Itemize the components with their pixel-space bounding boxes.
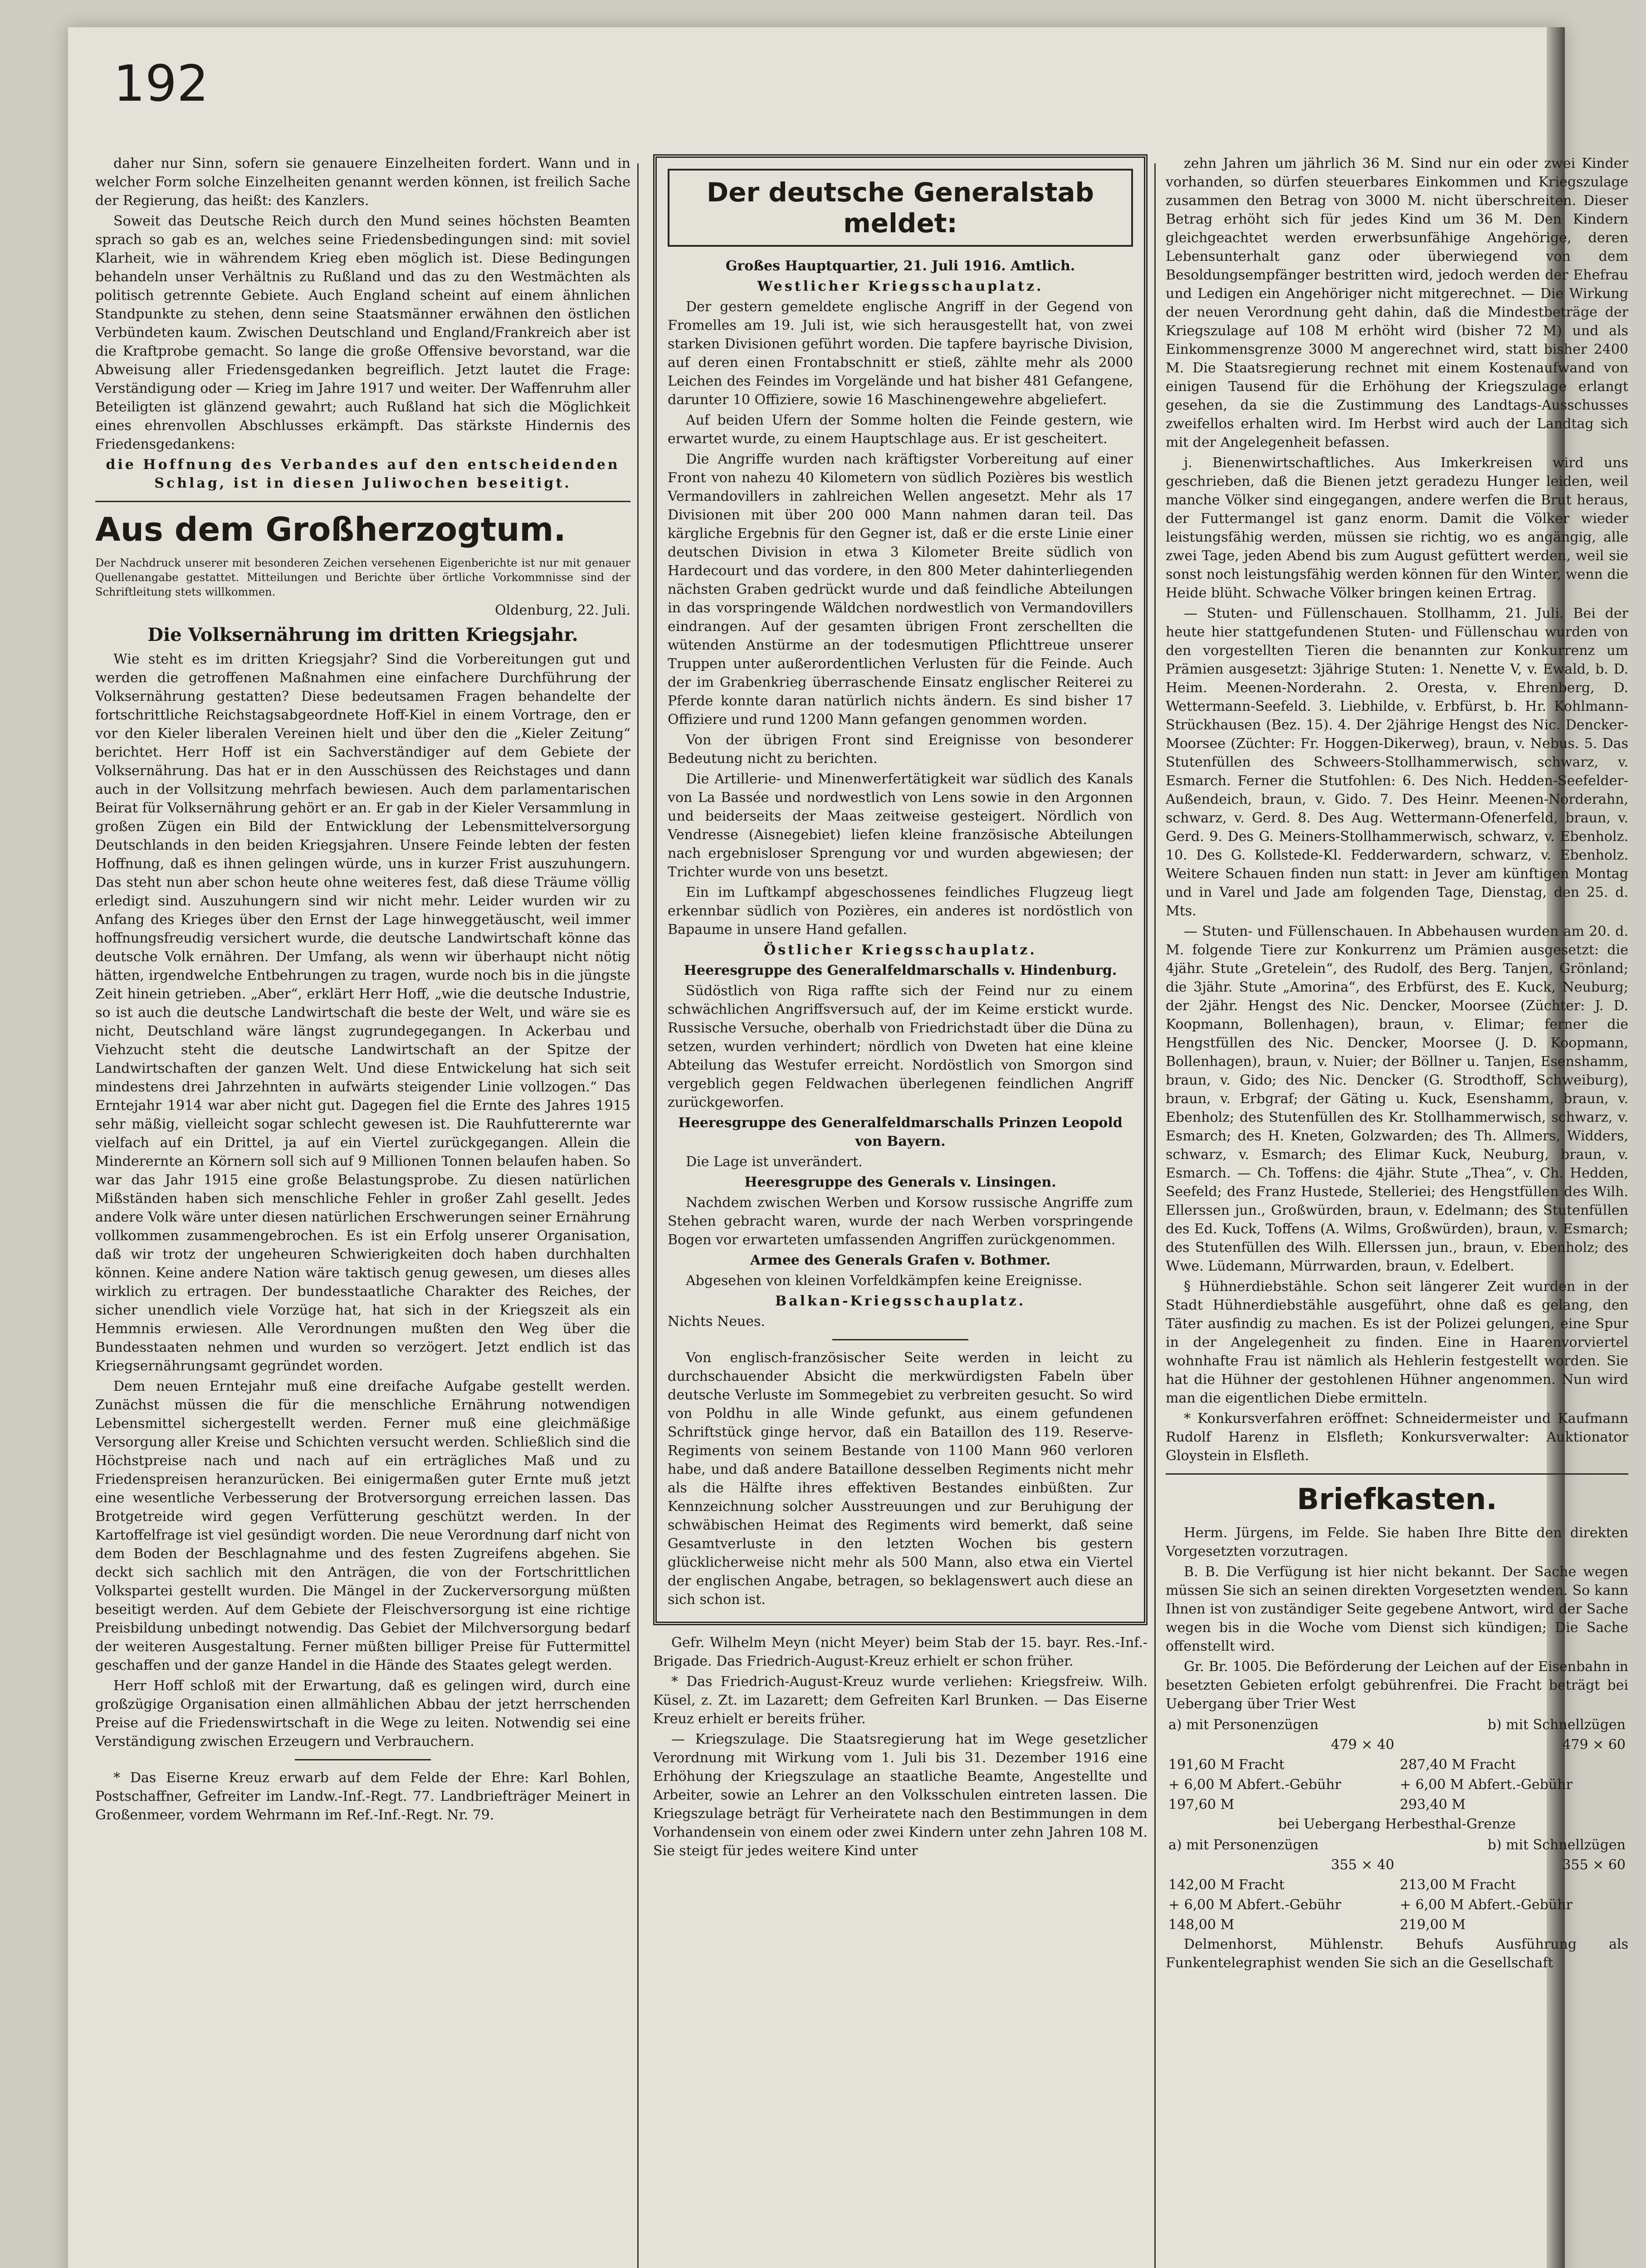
briefkasten-item: B. B. Die Verfügung ist hier nicht bekannt. Der Sache wegen müssen Sie sich an seinen direkten Vorgesetzten wenden. So kann Ihnen ist von zuständiger Seite gegebene Antwort, wird der Sache wegen bis in die Woche vom Dienst sich kündigen; Die Sache offenstellt wird. <box>1166 1564 1628 1654</box>
news-paragraph: j. Bienenwirtschaftliches. Aus Imkerkreisen wird uns geschrieben, daß die Bienen jetzt geradezu Hunger leiden, weil manche Völker sind eingegangen, andere werfen die Brut heraus, der Futtermangel ist ganz enorm. Damit die Völker wieder leistungsfähig werden, müssen sie richtig, wo es angängig, alle zwei Tage, jeden Abend bis zum August gefüttert werden, weil sie sonst noch leistungsfähig werden können für den Winter, wenn die Heide blüht. Schwache Völker bringen keinen Ertrag. <box>1166 455 1628 601</box>
table-cell: 287,40 M Fracht <box>1400 1757 1516 1773</box>
report-paragraph: Die Angriffe wurden nach kräftigster Vorbereitung auf einer Front von nahezu 40 Kilometern von südlich Pozières bis westlich Vermandovillers in zahlreichen Wellen angesetzt. Mehr als 17 Divisionen mit über 200 000 Mann nahmen daran teil. Das kärgliche Ergebnis für den Gegner ist, daß er die erste Linie einer deutschen Division in etwa 3 Kilometer Breite südlich von Hardecourt und das vordere, in den 800 Meter dahinterliegenden nächsten Graben gedrückt wurde und daß feindliche Abteilungen in das vorspringende Wäldchen nordwestlich von Vermandovillers eindrangen. Auf der gesamten übrigen Front zerschellten die wütenden Anstürme an der todesmutigen Pflichttreue unserer Truppen unter außerordentlichen Verlusten für die Feinde. Auch der im Grabenkrieg überraschende Einsatz englischer Reiterei zu Pferde konnte daran natürlich nichts ändern. Es sind bisher 17 Offiziere und rund 1200 Mann gefangen genommen worden. <box>668 451 1133 728</box>
war-report-title: Der deutsche Generalstab meldet: <box>668 169 1133 247</box>
intro-conclusion: die Hoffnung des Verbandes auf den entscheidenden Schlag, ist in diesen Juliwochen beseitigt. <box>106 457 620 491</box>
report-paragraph: Von der übrigen Front sind Ereignisse von besonderer Bedeutung nicht zu berichten. <box>668 732 1133 767</box>
news-paragraph: Gefr. Wilhelm Meyn (nicht Meyer) beim Stab der 15. bayr. Res.-Inf.-Brigade. Das Friedrich-August-Kreuz erhielt er schon früher. <box>653 1635 1148 1669</box>
war-report-box <box>653 154 1148 1625</box>
report-paragraph: Die Lage ist unverändert. <box>686 1154 863 1170</box>
freight-table-trier <box>1166 1715 1628 1815</box>
balkan-front-title: Balkan-Kriegsschauplatz. <box>775 1293 1026 1309</box>
table-sum: 197,60 M <box>1168 1797 1235 1813</box>
section-heading: Aus dem Großherzogtum. <box>95 510 566 548</box>
section-divider <box>95 501 630 502</box>
table-cell: 479 × 60 <box>1562 1737 1626 1753</box>
army-group-title: Heeresgruppe des Generalfeldmarschalls Prinzen Leopold von Bayern. <box>678 1115 1123 1149</box>
report-paragraph: Der gestern gemeldete englische Angriff in der Gegend von Fromelles am 19. Juli ist, wie sich herausgestellt hat, von zwei starken Divisionen geführt worden. Die tapfere bayrische Division, auf deren einen Frontabschnitt er stieß, zählte mehr als 2000 Leichen des Feindes im Vorgelände und hat bisher 481 Gefangene, darunter 10 Offiziere, sowie 16 Maschinengewehre abgeliefert. <box>668 299 1133 408</box>
article-paragraph: Herr Hoff schloß mit der Erwartung, daß es gelingen wird, durch eine großzügige Organisation einen allmählichen Abbau der jetzt herrschenden Preise auf die Friedenswirtschaft in die Wege zu leiten. Notwendig sei eine Verständigung zwischen Erzeugern und Verbrauchern. <box>95 1678 630 1750</box>
report-paragraph: Südöstlich von Riga raffte sich der Feind nur zu einem schwächlichen Angriffsversuch auf, der im Keime erstickt wurde. Russische Versuche, oberhalb von Friedrichstadt über die Düna zu setzen, wurden verhindert; nördlich von Dweten hat eine kleine Abteilung das Westufer erreicht. Nordöstlich von Smorgon sind vergeblich gegen Feldwachen überlegenen feindlichen Angriff zurückgeworfen. <box>668 983 1133 1110</box>
table-head: a) mit Personenzügen <box>1168 1717 1319 1733</box>
article-title: Die Volksernährung im dritten Kriegsjahr. <box>147 624 578 645</box>
dateline: Oldenburg, 22. Juli. <box>495 602 630 618</box>
news-paragraph: * Konkursverfahren eröffnet: Schneidermeister und Kaufmann Rudolf Harenz in Elsfleth; Konkursverwalter: Auktionator Gloystein in Elsfleth. <box>1166 1411 1628 1464</box>
news-paragraph: — Stuten- und Füllenschauen. Stollhamm, 21. Juli. Bei der heute hier stattgefundenen Stuten- und Füllenschau wurden von den vorgestellten Tieren die benannten zur Konkurrenz um Prämien ausgesetzt: 3jährige Stuten: 1. Nenette V, v. Ewald, b. D. Heim. Meenen-Norderahn. 2. Oresta, v. Ehrenberg, D. Wettermann-Seefeld. 3. Liebhilde, v. Erbfürst, b. Hr. Kohlmann-Strückhausen (Bez. 15). 4. Der 2jährige Hengst des Nic. Dencker-Moorsee (Züchter: Fr. Hoggen-Dikerweg), braun, v. Nebus. 5. Das Stutenfüllen des Schweers-Stollhammerwisch, schwarz, v. Esmarch. Ferner die Stutfohlen: 6. Des Nich. Hedden-Seefelder-Außendeich, braun, v. Gido. 7. Des Heinr. Meenen-Norderahn, schwarz, v. Gerd. 8. Des Aug. Wettermann-Ofenerfeld, braun, v. Gerd. 9. Des G. Meiners-Stollhammerwisch, schwarz, v. Ebenholz. 10. Des G. Kollstede-Kl. Fedderwardern, schwarz, v. Ebenholz. Weitere Schauen finden nun statt: in Jever am künftigen Montag und in Varel und Jade am folgenden Tage, Dienstag, den 25. d. Mts. <box>1166 606 1628 919</box>
column-rule-2 <box>1154 163 1156 2268</box>
table-head: b) mit Schnellzügen <box>1487 1717 1626 1733</box>
table-cell: 191,60 M Fracht <box>1168 1757 1285 1773</box>
army-group-title: Heeresgruppe des Generals v. Linsingen. <box>744 1174 1056 1190</box>
intro-paragraph: daher nur Sinn, sofern sie genauere Einzelheiten fordert. Wann und in welcher Form solche Einzelheiten genannt werden können, ist freilich Sache der Regierung, das heißt: des Kanzlers. <box>95 156 630 209</box>
briefkasten-item: Herm. Jürgens, im Felde. Sie haben Ihre Bitte den direkten Vorgesetzten vorzutragen. <box>1166 1525 1628 1559</box>
column-1 <box>95 154 630 2268</box>
table-sum: 219,00 M <box>1400 1917 1466 1933</box>
table-cell: + 6,00 M Abfert.-Gebühr <box>1168 1897 1341 1913</box>
hq-line: Großes Hauptquartier, 21. Juli 1916. Amtlich. <box>725 258 1075 274</box>
report-paragraph: Die Artillerie- und Minenwerfertätigkeit war südlich des Kanals von La Bassée und nordwestlich von Lens sowie in den Argonnen und beiderseits der Maas zeitweise gesteigert. Nördlich von Vendresse (Aisnegebiet) liefen kleine französische Abteilungen nach ergebnisloser Sprengung vor und wurden abgewiesen; der Trichter wurde von uns besetzt. <box>668 771 1133 880</box>
report-paragraph: Ein im Luftkampf abgeschossenes feindliches Flugzeug liegt erkennbar südlich von Pozières, ein anderes ist nordöstlich von Bapaume in unsere Hand gefallen. <box>668 885 1133 938</box>
report-paragraph: Auf beiden Ufern der Somme holten die Feinde gestern, wie erwartet wurde, zu einem Hauptschlage aus. Er ist gescheitert. <box>668 412 1133 447</box>
table-cell: 142,00 M Fracht <box>1168 1877 1285 1893</box>
article-paragraph: Wie steht es im dritten Kriegsjahr? Sind die Vorbereitungen gut und werden die getroffenen Maßnahmen eine einfachere Durchführung der Volksernährung gestatten? Diese bedeutsamen Fragen behandelte der fortschrittliche Reichstagsabgeordnete Hoff-Kiel in einem Vortrage, den er vor den Kieler liberalen Vereinen hielt und über den die „Kieler Zeitung“ berichtet. Herr Hoff ist ein Sachverständiger auf dem Gebiete der Volksernährung. Das hat er in den Ausschüssen des Reichstages und dann auch in der Vollsitzung mehrfach bewiesen. Auch dem parlamentarischen Beirat für Volksernährung gehört er an. Er gab in der Kieler Versammlung in großen Zügen ein Bild der Entwicklung der Lebensmittelversorgung Deutschlands in den beiden Kriegsjahren. Unsere Feinde lebten der festen Hoffnung, daß es ihnen gelingen würde, uns in kurzer Frist auszuhungern. Das steht nun aber schon heute ohne weiteres fest, daß diese Träume völlig erledigt sind. Auszuhungern sind wir nicht mehr. Leider wurden wir zu Anfang des Krieges über den Ernst der Lage hinweggetäuscht, weil immer hoffnungsfreudig versichert wurde, die deutsche Landwirtschaft könne das deutsche Volk ernähren. Der Umfang, als wenn wir überhaupt nicht nötig hätten, irgendwelche Entbehrungen zu tragen, wurde noch bis in die jüngste Zeit hinein getrieben. „Aber“, erklärt Herr Hoff, „wie die deutsche Industrie, so ist auch die deutsche Landwirtschaft die beste der Welt, und wäre sie es nicht, Deutschland wäre längst zugrundegegangen. In Ackerbau und Viehzucht steht die deutsche Landwirtschaft an der Spitze der Landwirtschaften der ganzen Welt. Und diese Entwickelung hat sich seit mindestens drei Jahrzehnten in aufwärts steigender Linie vollzogen.“ Das Erntejahr 1914 war aber nicht gut. Dagegen fiel die Ernte des Jahres 1915 sehr mäßig, vielleicht sogar schlecht gewesen ist. Die Rauhfutterernte war vielfach auf ein Drittel, ja auf ein Viertel zurückgegangen. Allein die Mindererntе an Körnern soll sich auf 9 Millionen Tonnen belaufen haben. So war das Jahr 1915 eine große Belastungsprobe. Zu diesen natürlichen Mißständen haben sich menschliche Fehler in großer Zahl gesellt. Jedes andere Volk wäre unter diesen natürlichen Erschwerungen seiner Ernährung vollkommen zusammengebrochen. Es ist ein Erfolg unserer Organisation, daß wir trotz der ungeheuren Schwierigkeiten doch haben durchhalten können. Keine andere Nation wäre taktisch genug gewesen, um dieses alles wirklich zu ertragen. Der bundesstaatliche Charakter des Reiches, der sicher unendlich viele Vorzüge hat, hat sich in der Kriegszeit als ein Hemmnis erwiesen. Alle Verordnungen mußten den Weg über die Bundesstaaten nehmen und wurden so verzögert. Jetzt endlich ist das Kriegsernährungsamt gegründet worden. <box>95 651 630 1374</box>
table-cell: 355 × 60 <box>1562 1857 1626 1873</box>
article-paragraph: Dem neuen Erntejahr muß eine dreifache Aufgabe gestellt werden. Zunächst müssen die für die menschliche Ernährung notwendigen Lebensmittel sichergestellt werden. Ferner muß eine gleichmäßige Versorgung aller Kreise und Schichten versucht werden. Schließlich sind die Höchstpreise nach und nach auf ein erträgliches Maß und zu Friedenspreisen heranzurücken. Bei einigermaßen guter Ernte muß jetzt eine wesentliche Verbesserung der Brotversorgung erreichen lassen. Das Brotgetreide wird gegen Verfütterung geschützt werden. In der Kartoffelfrage ist viel gesündigt worden. Die neue Verordnung darf nicht von dem Boden der Beschlagnahme und des festen Zugreifens abgehen. Sie deckt sich sachlich mit den Anträgen, die von der Fortschrittlichen Volkspartei gestellt wurden. Die Mängel in der Zuckerversorgung müßten beseitigt werden. Auf dem Gebiete der Fleischversorgung ist eine richtige Preisbildung unbedingt notwendig. Das Gebiet der Milchversorgung bedarf der weiteren Ausgestaltung. Ferner müßten billiger Preise für Futtermittel geschaffen und der ganze Handel in die Hände des Staates gelegt werden. <box>95 1378 630 1673</box>
short-divider <box>832 1339 968 1340</box>
army-group-title: Armee des Generals Grafen v. Bothmer. <box>750 1252 1051 1268</box>
table-head: a) mit Personenzügen <box>1168 1837 1319 1853</box>
army-group-title: Heeresgruppe des Generalfeldmarschalls v. Hindenburg. <box>684 963 1117 978</box>
west-front-title: Westlicher Kriegsschauplatz. <box>757 279 1044 294</box>
commentary-paragraph: Von englisch-französischer Seite werden in leicht zu durchschauender Absicht die merkwürdigsten Fabeln über deutsche Verluste im Sommegebiet zu verbreiten gesucht. So wird von Poldhu in alle Winde gefunkt, aus einem gefundenen Schriftstück ginge hervor, daß ein Bataillon des 119. Reserve-Regiments von seinem Bestande von 1100 Mann 960 verloren habe, und daß andere Bataillone desselben Regiments nicht mehr als die Hälfte ihres effektiven Bestandes einbüßten. Zur Kennzeichnung solcher Ausstreuungen und zur Beruhigung der schwäbischen Heimat des Regiments wird bemerkt, daß seine Gesamtverluste in den letzten Wochen bis gestern glücklicherweise nicht mehr als 500 Mann, also etwa ein Viertel der englischen Angabe, betragen, so beklagenswert auch diese an sich schon ist. <box>668 1350 1133 1608</box>
column-3 <box>1166 154 1628 2268</box>
briefkasten-item: Gr. Br. 1005. Die Beförderung der Leichen auf der Eisenbahn in besetzten Gebieten erfolgt gebührenfrei. Die Fracht beträgt bei Uebergang über Trier West <box>1166 1659 1628 1712</box>
table-cell: 479 × 40 <box>1331 1737 1394 1753</box>
report-paragraph: Nichts Neues. <box>668 1314 765 1330</box>
table-sum: 293,40 M <box>1400 1797 1466 1813</box>
briefkasten-item: Delmenhorst, Mühlenstr. Behufs Ausführung als Funkentelegraphist wenden Sie sich an die Gesellschaft <box>1166 1936 1628 1971</box>
news-paragraph: — Stuten- und Füllenschauen. In Abbehausen wurden am 20. d. M. folgende Tiere zur Konkurrenz um Prämien ausgesetzt: die 4jähr. Stute „Gretelein“, des Rudolf, des Berg. Tanjen, Grönland; die 3jähr. Stute „Amorina“, des Erbfürst, des E. Kuck, Neuburg; der 2jähr. Hengst des Nic. Dencker, Moorsee (Züchter: J. D. Koopmann, Bollenhagen), braun, v. Elimar; ferner die Hengstfüllen des Nic. Dencker, Moorsee (J. D. Koopmann, Bollenhagen), braun, v. Nuier; der Böllner u. Tanjen, Esenshamm, braun, v. Gido; des Nic. Dencker (G. Strodthoff, Schweiburg), braun, v. Erbgraf; der Gäting u. Kuck, Esenshamm, braun, v. Ebenholz; des Stutenfüllen des Kr. Stollhammerwisch, schwarz, v. Esmarch; des H. Kneten, Golzwarden; des Th. Allmers, Widders, schwarz, v. Esmarch; des Elimar Kuck, Neuburg, braun, v. Esmarch. — Ch. Toffens: die 4jähr. Stute „Thea“, v. Ch. Hedden, Seefeld; des Franz Hustede, Stelleriei; des Hengstfüllen des Wilh. Ellerssen jun., Großwürden, braun, v. Edelmann; des Stutenfüllen des Ed. Kuck, Toffens (A. Wilms, Großwürden), braun, v. Esmarch; des Stutenfüllen des Wilh. Ellerssen jun., braun, v. Ebenholz; des Wwe. Lüdemann, Mürrwarden, braun, v. Edelbert. <box>1166 924 1628 1274</box>
report-paragraph: Nachdem zwischen Werben und Korsow russische Angriffe zum Stehen gebracht waren, wurde der nach Werben vorspringende Bogen vor erwarteten umfassenden Angriffen zurückgenommen. <box>668 1195 1133 1248</box>
news-paragraph: zehn Jahren um jährlich 36 M. Sind nur ein oder zwei Kinder vorhanden, so dürfen steuerbares Einkommen und Kriegszulage zusammen den Betrag von 3000 M. nicht überschreiten. Dieser Betrag erhöht sich für jedes Kind um 36 M. Den Kindern gleichgeachtet werden erwerbsunfähige Angehörige, deren Lebensunterhalt ganz oder überwiegend von dem Besoldungsempfänger bestritten wird, jedoch werden der Ehefrau und Ledigen ein Angehöriger nicht mitgerechnet. — Die Wirkung der neuen Verordnung geht dahin, daß die Mindestbeträge der Kriegszulage auf 108 M erhöht wird (bisher 72 M) und als Einkommensgrenze 3000 M angerechnet wird, statt bisher 2400 M. Die Staatsregierung rechnet mit einem Kostenaufwand von einigen Tausend für die Erhöhung der Kriegszulage erlangt gesehen, da sie die Zustimmung des Landtags-Ausschusses zweifellos erhalten wird. Im Herbst wird auch der Landtag sich mit der Angelegenheit befassen. <box>1166 156 1628 450</box>
column-2 <box>653 154 1148 2268</box>
table-sum: 148,00 M <box>1168 1917 1235 1933</box>
intro-paragraph: Soweit das Deutsche Reich durch den Mund seines höchsten Beamten sprach so gab es an, welches seine Friedensbedingungen sind: mit soviel Klarheit, wie in währendem Krieg eben möglich ist. Diese Bedingungen behandeln unser Verhältnis zu Rußland und das zu den Westmächten als politisch getrennte Gebiete. Auch England scheint auf einem ähnlichen Standpunkte zu stehen, denn seine Staatsmänner erwähnen den östlichen Verbündeten kaum. Zwischen Deutschland und England/Frankreich aber ist die Kraftprobe gemacht. So lange die große Offensive bevorstand, war die Abweisung aller Friedensgedanken begreiflich. Jetzt lautet die Frage: Verständigung oder — Krieg im Jahre 1917 und weiter. Der Waffenruhm aller Beteiligten ist glänzend gewahrt; auch Rußland hat sich die Möglichkeit eines ehrenvollen Abschlusses erkämpft. Das stärkste Hindernis des Friedensgedankens: <box>95 213 630 452</box>
briefkasten-heading: Briefkasten. <box>1297 1483 1497 1516</box>
section-divider <box>1166 1473 1628 1475</box>
east-front-title: Östlicher Kriegsschauplatz. <box>764 942 1037 958</box>
freight-table-herbesthal <box>1166 1835 1628 1935</box>
border-crossing: bei Uebergang Herbesthal-Grenze <box>1278 1816 1516 1832</box>
report-paragraph: Abgesehen von kleinen Vorfeldkämpfen keine Ereignisse. <box>686 1273 1083 1289</box>
table-cell: + 6,00 M Abfert.-Gebühr <box>1400 1777 1573 1793</box>
reprint-notice: Der Nachdruck unserer mit besonderen Zeichen versehenen Eigenberichte ist nur mit genauer Quellenangabe gestattet. Mitteilungen und Berichte über örtliche Vorkommnisse sind der Schriftleitung stets willkommen. <box>95 557 630 598</box>
column-rule-1 <box>637 163 639 2268</box>
news-paragraph: * Das Friedrich-August-Kreuz wurde verliehen: Kriegsfreiw. Wilh. Küsel, z. Zt. im Lazarett; dem Gefreiten Karl Brunken. — Das Eiserne Kreuz erhielt er bereits früher. <box>653 1674 1148 1727</box>
news-paragraph: § Hühnerdiebstähle. Schon seit längerer Zeit wurden in der Stadt Hühnerdiebstähle ausgeführt, ohne daß es gelang, den Täter ausfindig zu machen. Es ist der Polizei gelungen, eine Spur in der Angelegenheit zu finden. Eine in Haarenvorviertel wohnhafte Frau ist nämlich als Hehlerin festgestellt worden. Sie hat die Hühner der gestohlenen Hühner angenommen. Nun wird man die eigentlichen Diebe ermitteln. <box>1166 1279 1628 1406</box>
table-cell: 213,00 M Fracht <box>1400 1877 1516 1893</box>
table-head: b) mit Schnellzügen <box>1487 1837 1626 1853</box>
news-paragraph: — Kriegszulage. Die Staatsregierung hat im Wege gesetzlicher Verordnung mit Wirkung vom 1. Juli bis 31. Dezember 1916 eine Erhöhung der Kriegszulage an staatliche Beamte, Angestellte und Arbeiter, sowie an Lehrer an den Volksschulen eintreten lassen. Die Kriegszulage beträgt für Verheiratete nach den Bestimmungen in dem Vorhandensein von einem oder zwei Kindern unter zehn Jahren 108 M. Sie steigt für jedes weitere Kind unter <box>653 1731 1148 1859</box>
table-cell: 355 × 40 <box>1331 1857 1394 1873</box>
short-divider <box>295 1759 431 1760</box>
honors-note: * Das Eiserne Kreuz erwarb auf dem Felde der Ehre: Karl Bohlen, Postschaffner, Gefreiter im Landw.-Inf.-Regt. 77. Landbriefträger Meinert in Großenmeer, vordem Wehrmann im Ref.-Inf.-Regt. Nr. 79. <box>95 1770 630 1823</box>
table-cell: + 6,00 M Abfert.-Gebühr <box>1400 1897 1573 1913</box>
page-number: 192 <box>113 54 209 112</box>
table-cell: + 6,00 M Abfert.-Gebühr <box>1168 1777 1341 1793</box>
